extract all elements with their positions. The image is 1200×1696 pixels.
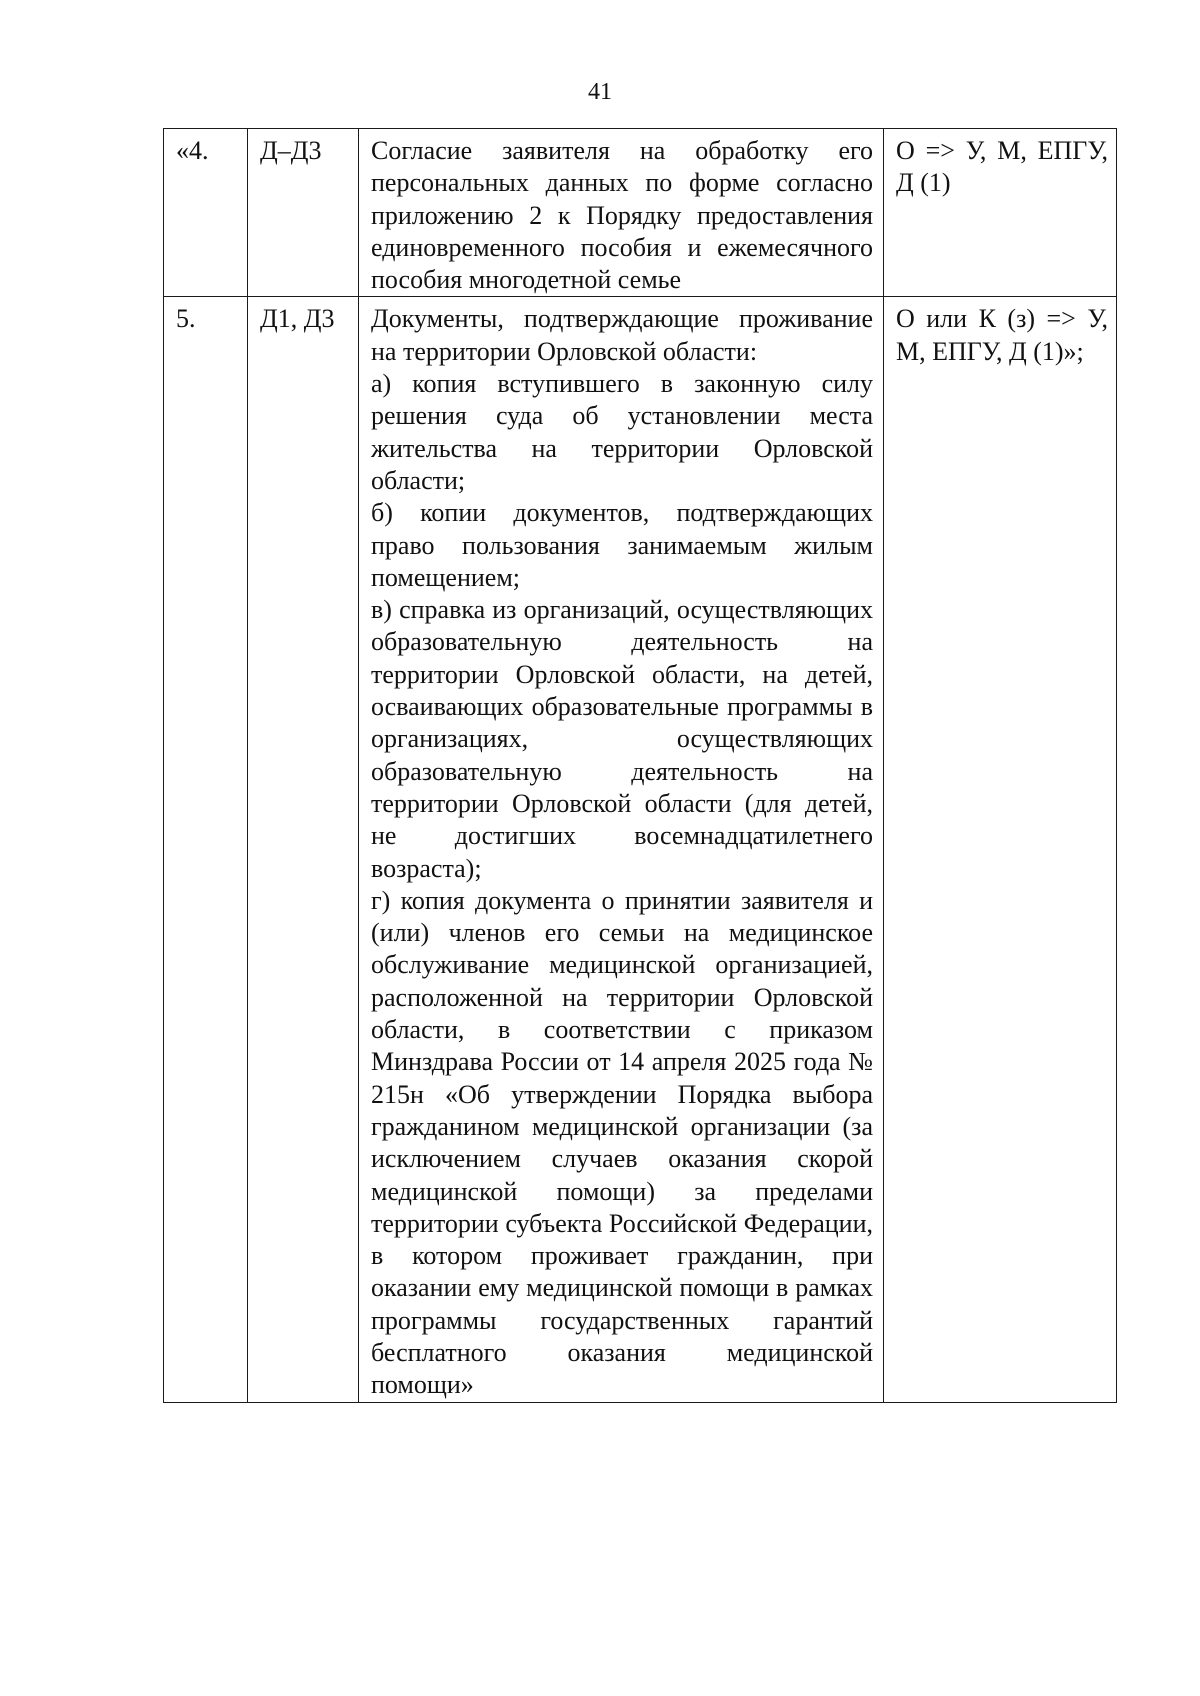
row-number-cell: «4. [164,129,248,297]
description-paragraph: Согласие заявителя на обработку его персональных данных по форме согласно приложению 2 к Порядку предоставления единовременного пособия и ежемесячного пособия многодетной семье [371,136,873,295]
description-paragraph: г) копия документа о принятии заявителя и (или) членов его семьи на медицинское обслуживание медицинской организацией, расположенной на территории Орловской области, в соответствии с приказом Минздрава России от 14 апреля 2025 года № 215н «Об утверждении Порядка выбора гражданином медицинской организации (за исключением случаев оказания скорой медицинской помощи) за пределами территории субъекта Российской Федерации, в котором проживает гражданин, при оказании ему медицинской помощи в рамках программы государственных гарантий бесплатного оказания медицинской помощи» [371,885,873,1400]
description-paragraph: а) копия вступившего в законную силу решения суда об установлении места жительства на территории Орловской области; [371,369,873,495]
page-number: 41 [588,79,612,105]
row-condition-cell: О => У, М, ЕПГУ, Д (1) [884,129,1117,297]
row-description-cell [359,129,884,297]
row-number-cell: 5. [164,297,248,1402]
row-description-cell [359,297,884,1402]
description-paragraph: б) копии документов, подтверждающих право пользования занимаемым жилым помещением; [371,498,873,592]
description-paragraph: в) справка из организаций, осуществляющих образовательную деятельность на территории Орловской области, на детей, осваивающих образовательные программы в организациях, осуществляющих образовательную деятельность на территории Орловской области (для детей, не достигших восемнадцатилетнего возраста); [371,595,873,883]
requirements-table [163,128,1117,1403]
row-code-cell: Д1, Д3 [248,297,359,1402]
table-row [164,297,1117,1402]
row-condition-cell: О или К (з) => У, М, ЕПГУ, Д (1)»; [884,297,1117,1402]
description-paragraph: Документы, подтверждающие проживание на территории Орловской области: [371,304,873,366]
table-row [164,129,1117,297]
row-code-cell: Д–Д3 [248,129,359,297]
